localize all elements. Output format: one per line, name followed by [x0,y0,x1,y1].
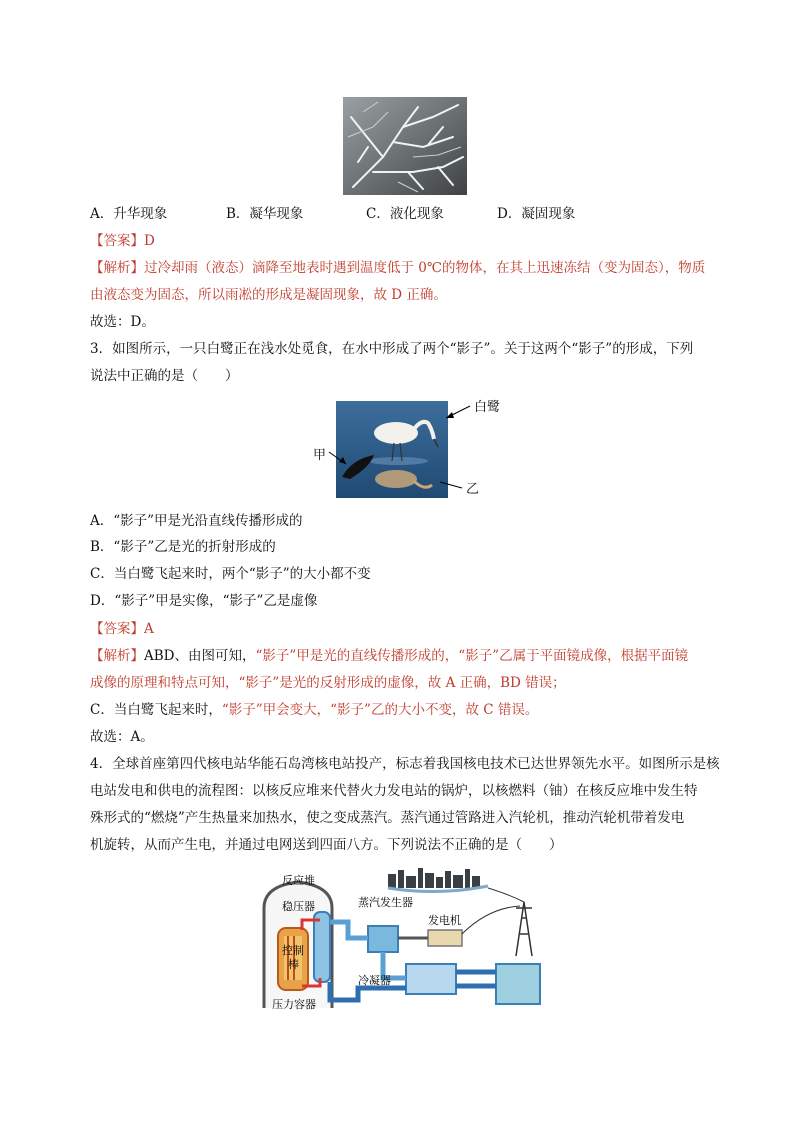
question-stem: 殊形式的“燃烧”产生热量来加热水，使之变成蒸汽。蒸汽通过管路进入汽轮机，推动汽轮机带着发电 [90,810,685,826]
diagram-label-reactor: 反应堆 [282,874,315,887]
option-a: A．升华现象 [90,206,168,222]
analysis-line: 由液态变为固态，所以雨凇的形成是凝固现象，故 D 正确。 [90,287,447,303]
question-stem: 机旋转，从而产生电，并通过电网送到四面八方。下列说法不正确的是（ ） [90,837,563,853]
analysis-text: “影子”甲是光的直线传播形成的，“影子”乙属于平面镜成像，根据平面镜 [255,648,689,664]
analysis-text: 过冷却雨（液态）滴降至地表时遇到温度低于 0℃的物体，在其上迅速冻结（变为固态），物质 [144,260,706,276]
analysis-text: “影子”甲会变大，“影子”乙的大小不变，故 C 错误。 [221,702,539,718]
analysis-tag: 【解析】 [90,648,144,664]
nuclear-plant-diagram [258,868,548,1012]
option-b: B．凝华现象 [226,206,304,222]
analysis-line: 成像的原理和特点可知，“影子”是光的反射形成的虚像，故 A 正确，BD 错误； [90,675,566,691]
option-c: C．当白鹭飞起来时，两个“影子”的大小都不变 [90,566,371,582]
conclusion: 故选：A。 [90,729,154,745]
label-yi: 乙 [466,482,480,497]
diagram-label-condenser: 冷凝器 [358,974,391,987]
diagram-label-generator: 发电机 [428,914,461,927]
option-b: B．“影子”乙是光的折射形成的 [90,539,276,555]
diagram-label-steam-generator: 蒸汽发生器 [358,896,413,909]
answer: 【答案】D [90,233,155,249]
option-d: D．凝固现象 [497,206,576,222]
label-pointers [0,0,794,520]
diagram-label-control-rod: 控制 [282,944,304,957]
analysis-line [90,646,688,666]
question-stem: 电站发电和供电的流程图：以核反应堆来代替火力发电站的锅炉，以核燃料（铀）在核反应堆中发生特 [90,783,698,799]
analysis-text: ABD、由图可知， [144,648,256,664]
option-a: A．“影子”甲是光沿直线传播形成的 [90,513,303,529]
diagram-label-pressurizer: 稳压器 [282,900,315,913]
diagram-label-control-rod: 棒 [288,958,299,971]
analysis-text: C．当白鹭飞起来时， [90,702,222,718]
analysis-tag: 【解析】 [90,260,144,276]
question-stem: 3．如图所示，一只白鹭正在浅水处觅食，在水中形成了两个“影子”。关于这两个“影子”的形成，下列 [90,341,694,357]
analysis-line [90,700,538,720]
option-c: C．液化现象 [366,206,444,222]
conclusion: 故选：D。 [90,314,155,330]
label-jia: 甲 [313,448,327,463]
diagram-label-pressure-vessel: 压力容器 [272,998,316,1011]
label-egret: 白鹭 [474,400,501,415]
question-stem: 说法中正确的是（ ） [90,368,239,384]
answer: 【答案】A [90,621,154,637]
option-d: D．“影子”甲是实像，“影子”乙是虚像 [90,593,318,609]
question-stem: 4．全球首座第四代核电站华能石岛湾核电站投产，标志着我国核电技术已达世界领先水平。如图所示是核 [90,756,720,772]
